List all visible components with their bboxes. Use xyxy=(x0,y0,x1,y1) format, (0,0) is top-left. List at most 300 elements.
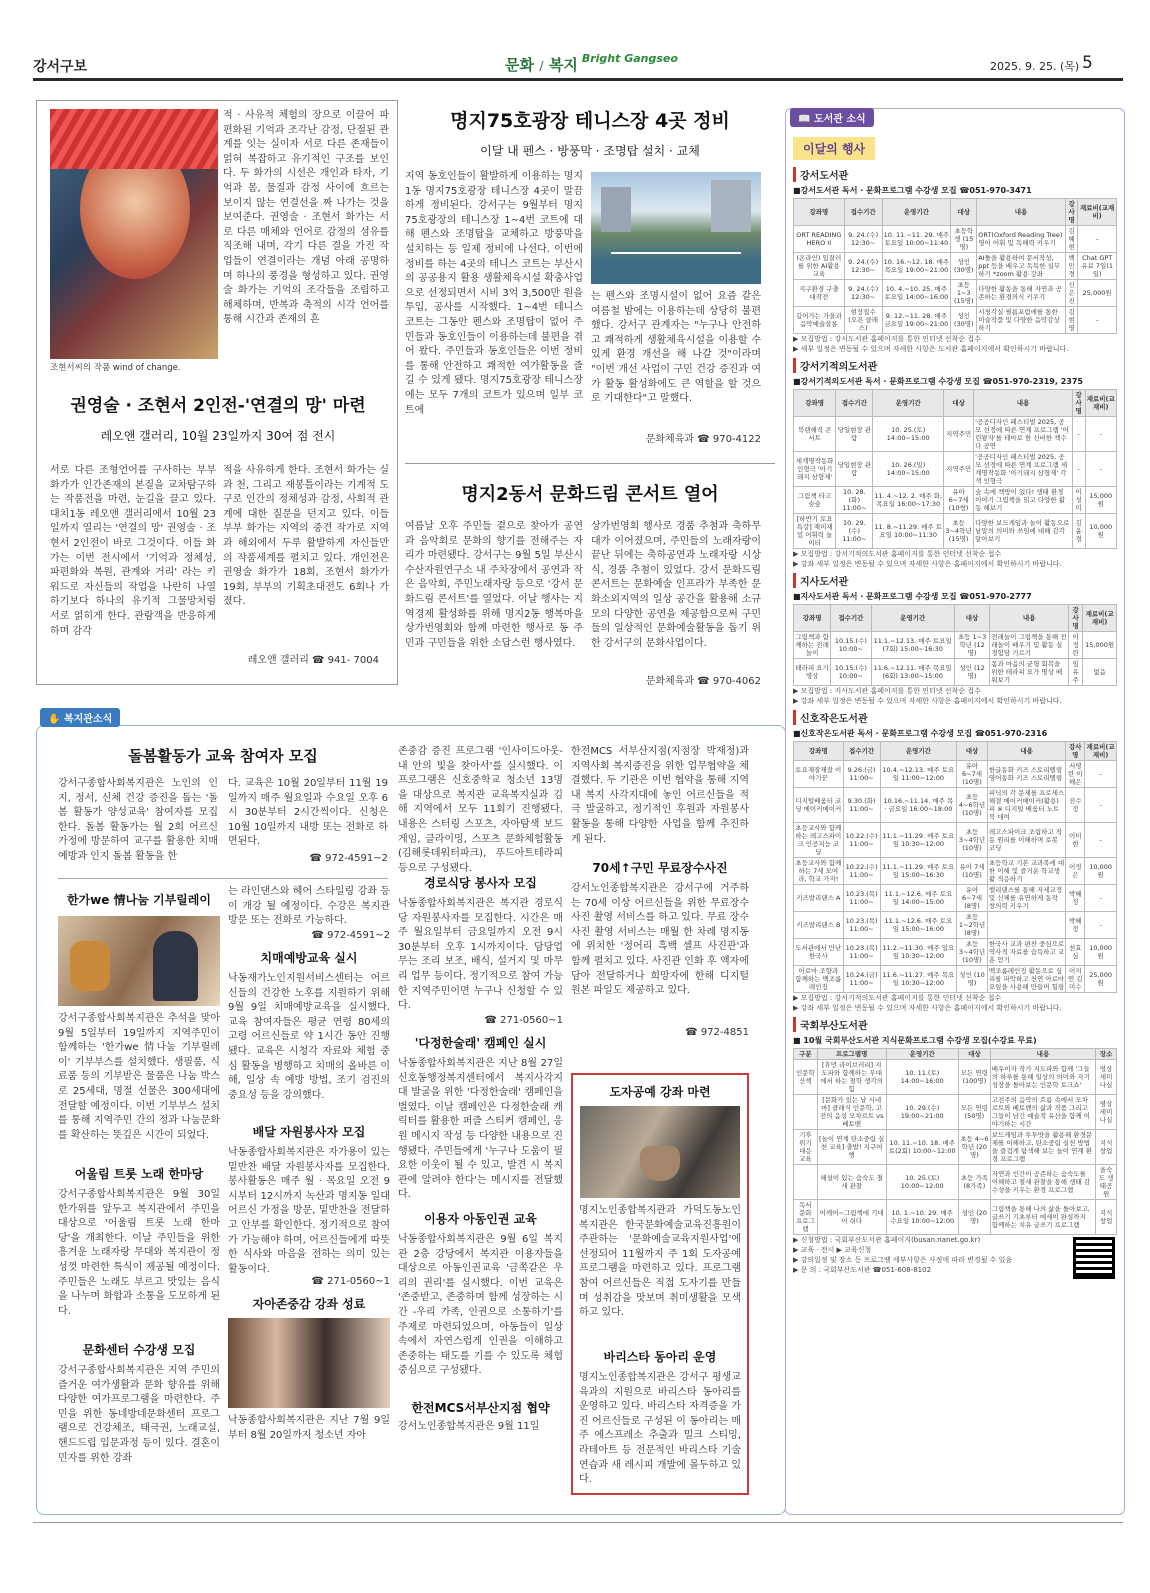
table-cell: 초등 1~2학년 (8명) xyxy=(957,912,988,939)
table-cell: 임유주 xyxy=(1069,659,1083,686)
table-cell: 10. 4.~10. 25. 매주 토요일 14:00~16:00 xyxy=(882,280,951,307)
table-cell: 레고스파이크 조립하고 작동 원리를 이해하며 로봇 코딩 xyxy=(987,823,1065,858)
rights-text: 낙동종합사회복지관은 9월 6일 복지관 2층 강당에서 복지관 이용자들을 대상으로 아동인권교육 '금쪽같은 우리의 권리'를 실시했다. 이번 교육은 '존중받고, 존중하며 함께 성장하는 시간 -우리 가족, 인권으로 소통하기'를 주제로 마련되었으며, 아동들이 일상 속에서 자연스럽게 인권을 이해하고 존중하는 태도를 기를 수 있도록 체험 중심으로 구성됐다. xyxy=(398,1234,563,1377)
table-row xyxy=(794,823,1117,858)
tennis-article xyxy=(405,100,775,460)
art-headline: 권영술 · 조현서 2인전-'연결의 망' 마련 xyxy=(70,396,366,416)
table-header-cell: 강사명 xyxy=(1072,390,1085,417)
table-cell: 11.2.~11.30. 매주 일요일 10:30~12:00 xyxy=(880,939,957,966)
culture-text: 강서구종합사회복지관은 지역 주민의 즐거운 여가생활과 문화 향유를 위해 다양한 여가프로그램을 마련한다. 주민을 위한 동네방네문화센터 프로그램으로 건강체조, 태극권, 노래교실, 핸드드립 입문과정 등이 있다. 결혼이민자를 위한 강좌 xyxy=(58,1365,220,1464)
table-row xyxy=(794,1060,1117,1095)
table-header-cell: 운영기간 xyxy=(886,1049,958,1060)
longevity-contact: ☎ 972-4851 xyxy=(685,1027,749,1038)
table-cell: 10.23.(목) 11:00~ xyxy=(843,885,880,912)
sinho-table xyxy=(793,741,1117,993)
table-cell: 지식창업 xyxy=(1096,1130,1117,1165)
table-header-cell: 접수기간 xyxy=(843,742,880,761)
note-line: ▶ 모집방법 : 강서기적의도서관 홈페이지를 통한 인터넷 선착순 접수 xyxy=(793,994,1002,1002)
donation-photo xyxy=(58,916,220,1006)
table-cell: 박혜정 xyxy=(1066,885,1085,912)
table-cell: [하반기 토요특강] 재미재밌 어휘력 놀이터 xyxy=(794,514,836,549)
table-cell: 도서관에서 만난 한국사 xyxy=(794,939,844,966)
table-header-cell: 재료비(교재비) xyxy=(1086,743,1115,759)
table-cell: 이정은 xyxy=(1066,858,1085,885)
table-header-cell: 강좌명 xyxy=(794,390,836,417)
mcs-cont-text: 한전MCS 서부산지점(지점장 박재정)과 지역사회 복지증진을 위한 업무협약을 체결했다. 두 기관은 이번 협약을 통해 지역 내 복지 사각지대에 놓인 어르신들을 적극 발굴하고, 정기적인 후원과 자원봉사활동을 통해 다양한 사업을 함께 추진하게 된다. xyxy=(571,746,749,845)
pottery-text: 명지노인종합복지관과 가덕도동노인복지관은 한국문화예술교육진흥원이 주관하는 '문화예술교육지원사업'에 선정되어 11월까지 주 1회 도자공예 프로그램을 마련하고 있다. 프로그램 참여 어르신들은 직접 도자기를 만들며 성취감을 맛보며 취미생활을 모색하고 있다. xyxy=(579,1205,741,1319)
table-header-cell: 강좌명 xyxy=(794,742,844,761)
table-cell: 10. 28.(화) 11:00~ xyxy=(836,487,873,514)
table-cell: 자연과 인간이 공존하는 숨숙도를 이해하고 철새 관찰을 통해 생태 감수성을 키우는 환경 프로그램 xyxy=(990,1165,1095,1200)
gijeok-notes xyxy=(793,549,1117,569)
table-cell: 10. 1.~10. 29. 매주 수요일 10:00~12:00 xyxy=(886,1200,958,1235)
table-header-cell: 강사명 xyxy=(1069,605,1083,632)
table-cell: 당일현장 관람 xyxy=(836,452,873,487)
table-cell: 다양한 활동을 통해 자연과 공존하는 환경의식 키우기 xyxy=(977,280,1066,307)
table-cell: 보드게임과 투투밧을 활용해 환경문제를 이해하고, 탄소중립 실천 방법을 즐겁게 탐색해 보는 놀이 연계 환경 프로그램 xyxy=(990,1130,1095,1165)
table-cell: 10. 25.(토) 10:00~12:00 xyxy=(886,1165,958,1200)
table-header-cell: 대상 xyxy=(954,605,989,632)
hands-icon: ✋ xyxy=(48,714,64,725)
table-row xyxy=(794,1130,1117,1165)
table-cell: 11. 8.~11.29. 매주 토요일 10:00~11:30 xyxy=(873,514,944,549)
gijeok-library-title: 강서기적의도서관 xyxy=(793,358,1117,373)
barista-text: 명지노인종합복지관은 강서구 평생교육과의 지원으로 바리스타 동아리를 운영하고 있다. 바리스타 자격증을 가진 어르신들로 구성된 이 동아리는 매주 에스프레소 추출과 밀크 스티밍, 라테아트 등 전문적인 바리스타 기술 연습과 새 레시피 개발에 몰두하고 있다. xyxy=(579,1372,741,1486)
table-header-cell: 구분 xyxy=(794,1049,818,1060)
jisa-table xyxy=(793,604,1117,686)
table-cell: 10,000원 xyxy=(1085,858,1117,885)
table-cell: 천효심 xyxy=(1066,939,1085,966)
bright-gangseo-logo: Bright Gangseo xyxy=(581,52,678,65)
table-cell: 지식창업 xyxy=(1096,1200,1117,1235)
table-cell: 10. 29.(수) 19:00~21:00 xyxy=(886,1095,958,1130)
table-cell: 테라피 요가명상 xyxy=(794,659,831,686)
gangseo-notes xyxy=(793,334,1117,354)
table-row xyxy=(794,514,1117,549)
table-row xyxy=(794,1200,1117,1235)
table-cell: 지구환경 구출 대작전 xyxy=(794,280,845,307)
table-cell: 을숙도 생태공원 xyxy=(1096,1165,1117,1200)
table-cell: 한글동화 키즈 스토리텔링 영어동화 키즈 스토리텔링 xyxy=(987,761,1065,788)
table-cell: [휴먼 라이브러리] 지도파와 함께하는 무대에서 하는 철학 생각의 힘 xyxy=(817,1060,886,1095)
hangawe-text: 강서구종합사회복지관은 추석을 맞아 9월 5일부터 19일까지 지역주민이 함께하는 '한가we 情나눔 기부릴레이' 기부부스를 설치했다. 생필품, 식료품 등의 기부받은 물품은 나눔 박스로 25세대, 명절 선물은 300세대에 전달할 예정이다. 이번 기부부스 설치를 통해 지역주민 간의 정과 나눔문화를 확산하는 뜻깊은 시간이 되었다. xyxy=(58,1013,220,1141)
table-cell: 몸과 마음의 균형 회복을 위한 테라피 요가 명상 배워보기 xyxy=(990,659,1069,686)
table-header-cell: 접수기간 xyxy=(844,199,882,226)
art-col2: 적을 사유하게 한다. 조현서 화가는 실과 천, 그리고 재봉틀이라는 기계적 도구로 인간의 정체성과 감정, 사회적 관계에 대한 질문을 던지고 있다. 이들 부부 화가는 지역의 중견 작가로 지역과 해외에서 두루 활발하게 자신들만의 작품세계를 펼치고 있다. 개인전은 권영술 화가가 18회, 조현서 화가가 19회, 부부의 기획초대전도 6회나 가졌다. xyxy=(223,465,389,608)
table-cell: 지역주민 xyxy=(944,417,974,452)
table-cell: 10. 26.(일) 14:00~15:00 xyxy=(873,452,944,487)
table-cell: 10.4.~12.13. 매주 토요일 11:00~12:00 xyxy=(880,761,957,788)
table-cell: 성인 (30명) xyxy=(951,253,977,280)
table-cell: 키즈발리댄스 B xyxy=(794,912,844,939)
table-cell: 초등 1~3학년 (12명) xyxy=(954,632,989,659)
table-cell xyxy=(987,912,1065,939)
note-line: ▶ 문 의 : 국회부산도서관 ☎051-608-8102 xyxy=(793,1266,932,1274)
artwork-caption: 조현서씨의 작품 wind of change. xyxy=(50,363,181,373)
art-article xyxy=(36,100,398,685)
table-header-cell: 운영기간 xyxy=(871,605,954,632)
table-cell: 김현영 xyxy=(1065,307,1078,334)
dolbom-col1: 강서구종합사회복지관은 노인의 인지, 정서, 신체 건강 증진을 돕는 '돌봄 활동가 양성교육' 참여자를 모집한다. 돌봄 활동가는 월 2회 어르신 가정에 방문하여 교구를 활용한 치매 예방과 인지 돌봄 활동을 한 xyxy=(58,778,218,862)
table-row xyxy=(794,966,1117,993)
tennis-col1: 지역 동호인들이 활발하게 이용하는 명지1동 명지75호광장 테니스장 4곳이 말끔하게 정비된다. 강서구는 9월부터 명지75호광장의 테니스장 1~4번 코트에 대해 펜스와 조명탑을 교체하고 방풍막을 설치하는 등 일제 정비에 나선다. 이번에 정비를 하는 4곳의 테니스 코트는 부산시의 공공용지 활용 생활체육시설 확충사업으로 선정되면서 시비 3억 3,500만 원을 투입, 공사를 시작했다. 1~4번 테니스 코트는 그동안 펜스와 조명탑이 없어 주민들과 동호인들이 이용하는데 불편을 겪어 왔다. 주민들과 동호인들은 이번 정비를 통해 안전하고 쾌적한 여가활동을 즐길 수 있게 됐다. 명지75호광장 테니스장에는 모두 7개의 코트가 있으며 일부 코트에 xyxy=(405,171,583,416)
sinho-library-title: 신호작은도서관 xyxy=(793,710,1117,725)
table-cell: - xyxy=(1085,823,1117,858)
barista-headline: 바리스타 동아리 운영 xyxy=(603,1350,717,1364)
table-header-cell: 운영기간 xyxy=(873,390,944,417)
table-cell: 배우이자 작가 지도파와 함께 '그들의 하루를 통해 일상의 의미와 자기 성장을 돌아보는 인문학 토크쇼' xyxy=(990,1060,1095,1095)
table-cell: 성인 (20명) xyxy=(958,1200,990,1235)
trot-text: 강서구종합사회복지관은 9월 30일 한가위를 앞두고 복지관에서 주민을 대상으로 '어울림 트롯 노래 한마당'을 개최한다. 이날 주민들을 위한 흥겨운 노래자랑 무대와 복지관이 정성껏 마련한 특식이 제공될 예정이다. 주민들은 노래도 부르고 맛있는 음식을 나누며 화합과 소통을 도모하게 된다. xyxy=(58,1189,220,1317)
table-cell: - xyxy=(1072,452,1085,487)
table-cell: 9. 24.(수) 12:30~ xyxy=(844,253,882,280)
delivery-contact: ☎ 271-0560~1 xyxy=(311,1276,390,1287)
table-cell: 그림책과 함께하는 전래놀이 xyxy=(795,633,829,657)
mcs-text: 강서노인종합복지관은 9월 11일 xyxy=(398,1421,540,1432)
table-cell: ORT READING HERO II xyxy=(794,226,845,253)
table-cell: 11.1.~12.6. 매주 토요일 14:00~15:00 xyxy=(880,885,957,912)
table-cell: 세계명작동화 인형극 '아기돼지 삼형제' xyxy=(794,452,836,487)
table-cell: 10. 25.(토) 14:00~15:00 xyxy=(873,417,944,452)
section-divider: / xyxy=(539,59,544,73)
kitchen-text: 낙동종합사회복지관은 복지관 경로식당 자원봉사자를 모집한다. 시간은 매주 월요일부터 금요일까지 오전 9시 30분부터 오후 1시까지이다. 담당업무는 조리 보조, 배식, 설거지 및 마무리 업무 등이다. 정기적으로 참여 가능한 지역주민이면 누구나 신청할 수 있다. xyxy=(398,898,563,1012)
culture-headline: 문화센터 수강생 모집 xyxy=(82,1343,196,1357)
table-header-cell: 내용 xyxy=(974,390,1073,417)
table-cell: 그림책을 통해 나의 삶을 돌아보고, 글쓰기 기초부터 에세이 완성까지 함께하는 치유 글쓰기 프로그램 xyxy=(990,1200,1095,1235)
table-cell: 9.26.(금) 11:00~ xyxy=(843,761,880,788)
sinho-notes xyxy=(793,993,1117,1013)
table-header-cell: 대상 xyxy=(957,742,988,761)
trot-headline: 어울림 트롯 노래 한마당 xyxy=(74,1167,204,1181)
table-cell: 다양한 보드게임과 놀이 활동으로 낱말의 의미와 쓰임에 대해 감각 알아보기 xyxy=(974,514,1073,549)
table-cell: 11.1.~12.13. 매주 토요일 (7회) 15:00~16:30 xyxy=(871,632,954,659)
section-culture: 문화 xyxy=(505,56,534,74)
table-cell: 9.30.(화) 11:00~ xyxy=(843,788,880,823)
table-header-cell: 재료비(교재비) xyxy=(1078,199,1117,226)
header-rule xyxy=(33,78,1123,81)
national-library-title: 국회부산도서관 xyxy=(793,1017,1117,1032)
table-row xyxy=(794,885,1117,912)
selfesteem-text: 낙동종합사회복지관은 지난 7월 9일부터 8월 20일까지 청소년 자아 xyxy=(228,1415,390,1441)
table-cell: 밸리댄스를 통해 자세교정 및 신체를 유연하게 동작 창의력 키우기 xyxy=(987,885,1065,912)
table-cell: 토요재잘재잘 이야기꾼 xyxy=(794,761,844,788)
dolbom-article xyxy=(58,745,388,864)
table-cell: - xyxy=(1085,912,1117,939)
table-cell: 서영란 이해은 xyxy=(1066,761,1085,788)
pottery-headline: 도자공예 강좌 마련 xyxy=(609,1085,711,1099)
tennis-subheadline: 이달 내 펜스 · 방풍막 · 조명탑 설치 · 교체 xyxy=(480,144,700,158)
art-col1: 서로 다른 조형언어를 구사하는 부부 화가가 인간존재의 본질을 교차탐구하는 작품전을 마련, 눈길을 끌고 있다. 대치1동 레오앤 갤러리에서 10월 23일까지 열리는 '연결의 망' 권영술 · 조현서 2인전이 바로 그것이다. 이들 화가는 이번 전시에서 '기억과 정체성, 파편화와 복원, 관계와 거리' 라는 키워드로 자신들의 작업을 나란히 나열하기보다 하나의 유기적 그물망처럼 서로 얽히게 한다. 관람객을 반응하게 하며 감각 xyxy=(50,465,216,637)
table-cell: 인문학 산책 xyxy=(794,1060,818,1095)
table-header-row xyxy=(794,390,1117,417)
table-cell: - xyxy=(1085,452,1117,487)
table-cell: 당일현장 관람 xyxy=(836,417,873,452)
gangseo-library-title: 강서도서관 xyxy=(793,167,1117,182)
table-cell: 10.23.(목) 11:00~ xyxy=(843,912,880,939)
table-cell: 11.1.~12.6. 매주 토요일 15:00~16:00 xyxy=(880,912,957,939)
dolbom-headline: 돌봄활동가 교육 참여자 모집 xyxy=(128,747,318,765)
table-cell: 성인 (12명) xyxy=(954,659,989,686)
welfare-col3 xyxy=(398,745,563,1505)
issue-date: 2025. 9. 25. (목) xyxy=(990,60,1080,73)
table-header-cell: 장소 xyxy=(1096,1049,1117,1060)
table-cell: 초등 1~3 (15명) xyxy=(951,280,977,307)
page-number: 5 xyxy=(1082,53,1093,73)
note-line: ▶ 강좌 세부 일정은 변동될 수 있으며 자세한 사항은 홈페이지에서 확인하시기 바랍니다. xyxy=(793,1004,1062,1012)
table-cell: 전래놀이 그림책을 통해 전래놀이 배우기 및 활동 실 경험담 기르기 xyxy=(990,632,1069,659)
table-cell: 독서 문화 프로그램 xyxy=(794,1200,818,1235)
painted-hair xyxy=(50,109,218,169)
section-welfare: 복지 xyxy=(548,56,578,74)
national-table xyxy=(793,1048,1117,1235)
pottery-photo xyxy=(580,1106,740,1198)
table-header-cell: 내용 xyxy=(990,605,1069,632)
table-row xyxy=(794,253,1117,280)
note-line: ▶ 세부 일정은 변동될 수 있으며 자세한 사항은 도서관 홈페이지에서 확인하시기 바랍니다. xyxy=(793,345,1069,353)
table-cell: 10.15.(수) 10:00~ xyxy=(831,632,871,659)
table-header-cell: 내용 xyxy=(977,199,1066,226)
table-cell: 10. 29.(수) 11:00~ xyxy=(836,514,873,549)
table-cell: - xyxy=(1078,307,1117,334)
table-header-cell: 대상 xyxy=(958,1049,990,1060)
table-cell: 10. 16.~12. 18. 매주 목요일 19:00~21:00 xyxy=(882,253,951,280)
table-cell: 10.23.(목) 11:00~ xyxy=(843,939,880,966)
table-cell: 키즈발리댄스 A xyxy=(794,885,844,912)
table-cell: 기후 위기 대응 교육 xyxy=(794,1130,818,1165)
table-cell: 15,000원 xyxy=(1085,487,1117,514)
table-cell: 유아 7세 (10명) xyxy=(957,858,988,885)
selfesteem-headline: 자아존중감 강좌 성료 xyxy=(252,1297,366,1311)
table-cell: - xyxy=(1078,226,1117,253)
table-header-row xyxy=(794,199,1117,226)
table-row xyxy=(794,280,1117,307)
table-cell: 신은진 xyxy=(1065,280,1078,307)
table-cell: 숲 속에 책방이 있다! 생태 환경 이야기 그림책을 읽고 다양한 활동 해보기 xyxy=(974,487,1073,514)
table-header-cell: 강사명 xyxy=(1066,742,1085,761)
table-row xyxy=(794,1095,1117,1130)
table-cell: - xyxy=(1085,761,1117,788)
table-cell: - xyxy=(1085,885,1117,912)
art-top-text: 적 · 사유적 체험의 장으로 이끌어 파편화된 기억과 조각난 감정, 단절된 관계를 잇는 실이자 서로 다른 존재들이 얽혀 복잡하고 유기적인 구조를 보인다. 두 화가의 시선은 개인과 타자, 기억과 몸, 물질과 감정 사이에 흐르는 보이지 않는 연결선을 짜 나가는 것을 보여준다. 권영술 · 조현서 화가는 서로 다른 매체와 언어로 감정의 섬유를 직조해 내며, 각기 다른 결을 가진 작업들이 연결이라는 개념 아래 공명하며 하나의 풍경을 형성하고 있다. 권영술 화가는 기억의 조각들을 조립하고 해체하며, 반복과 축적의 시각 언어를 통해 시간과 존재의 흔 xyxy=(223,110,389,326)
table-cell: 10.22.(수) 11:00~ xyxy=(843,858,880,885)
table-cell: 9. 24.(수) 12:30~ xyxy=(844,226,882,253)
table-cell: 어깨어~그림책에 기대어 쉬다 xyxy=(817,1200,886,1235)
table-cell: 김윤경 xyxy=(1072,514,1085,549)
table-cell: 유아 6~7세 (8명) xyxy=(957,885,988,912)
table-cell: 지역주민 xyxy=(944,452,974,487)
table-cell: 25,000원 xyxy=(1085,966,1117,993)
table-header-cell: 운영기간 xyxy=(882,199,951,226)
table-cell: 초등 가족 (8가족) xyxy=(958,1165,990,1200)
table-cell: 9. 12.~11. 28. 매주 금요일 19:00~21:00 xyxy=(882,307,951,334)
table-cell: 해설이 있는 숨숙도 철새 관찰 xyxy=(817,1165,886,1200)
table-cell: 모든 연령 (50명) xyxy=(958,1095,990,1130)
qr-code[interactable] xyxy=(1073,1237,1115,1279)
concert-col1: 여름날 오후 주민들 곁으로 찾아가 공연과 음악회로 문화의 향기를 전해주는 자리가 마련됐다. 강서구는 9월 5일 부산시 수산자원연구소 내 주차장에서 공연과 작은 음악회, 주민노래자랑 등으로 '강서 문화드림 콘서트'를 열었다. 이날 행사는 지역경제 활성화를 위해 명지2동 행복마을 상가번영회와 함께 마련한 행사로 동 주민과 구민들을 위한 소답스런 행사였다. xyxy=(405,521,583,649)
table-cell: 10. 11.~10. 18. 매주 토(2회) 10:00~12:00 xyxy=(886,1130,958,1165)
longevity-text: 강서노인종합복지관은 강서구에 거주하는 70세 이상 어르신들을 위한 무료장수사진 촬영 서비스를 하고 있다. 무료 장수사진 촬영 서비스는 매월 한 차례 명지동에 위치한 '정어리 흑백 셀프 사진관'과 함께 펼치고 있다. 사진관 인화 후 액자에 담아 전달하거나 희망자에 한해 디지털 원본 파일도 제공하고 있다. xyxy=(571,883,749,997)
table-header-row xyxy=(794,605,1117,632)
art-contact: 레오앤 갤러리 ☎ 941- 7004 xyxy=(247,655,379,666)
note-line: ▶ 신청방법 : 국회부산도서관 홈페이지(busan.nanet.go.kr) xyxy=(793,1236,981,1244)
jar-shape xyxy=(70,941,110,991)
table-cell: 10,000원 xyxy=(1085,939,1117,966)
table-cell: 이정란 xyxy=(1069,632,1083,659)
national-notes xyxy=(793,1235,1043,1275)
apartment-building xyxy=(601,187,631,232)
table-cell: - xyxy=(1072,417,1085,452)
table-cell: 이지연 김미수 xyxy=(1066,966,1085,993)
note-line: ▶ 강좌 세부 일정은 변동될 수 있으며 자세한 사항은 홈페이지에서 확인하시기 바랍니다. xyxy=(793,560,1062,568)
table-cell: - xyxy=(1085,417,1117,452)
book-icon: 📖 xyxy=(798,114,814,125)
table-header-cell: 재료비(교재비) xyxy=(1085,390,1117,417)
apartment-building xyxy=(711,180,751,232)
table-header-cell: 접수기간 xyxy=(836,390,873,417)
dementia-headline: 치매예방교육 실시 xyxy=(260,951,358,965)
table-row xyxy=(794,858,1117,885)
table-cell: 11.6.~11.27. 매주 목요일 10:30~12:00 xyxy=(880,966,957,993)
table-cell: 초등 3~4학년 (10명) xyxy=(957,823,988,858)
court-line xyxy=(611,252,741,254)
library-badge-label: 도서관 소식 xyxy=(813,114,866,125)
national-library-sub: ■ 10월 국회부산도서관 지식문화프로그램 수강생 모집(수강료 무료) xyxy=(793,1036,1037,1045)
event-of-month: 이달의 행사 xyxy=(793,137,875,160)
table-cell: (온라인) 일잘러를 위한 AI활용교육 xyxy=(794,253,845,280)
campaign-headline: '다정한술래' 캠페인 실시 xyxy=(414,1036,547,1050)
tennis-headline: 명지75호광장 테니스장 4곳 정비 xyxy=(450,110,730,132)
welfare-badge xyxy=(40,708,120,727)
table-row xyxy=(794,788,1117,823)
table-cell: 김혜현 xyxy=(1065,226,1078,253)
table-header-cell: 대상 xyxy=(951,199,977,226)
table-cell: - xyxy=(1085,788,1117,823)
newspaper-name: 강서구보 xyxy=(33,59,88,75)
table-cell: 길어가는 가을과 음악예술살롱 xyxy=(794,307,845,334)
table-header-row xyxy=(794,1049,1117,1060)
concert-col2: 상가번영회 행사로 경품 추첨과 축하무대가 이어졌으며, 주민들의 노래자랑이 끝난 뒤에는 축하공연과 노래자랑 시상식, 경품 추첨이 있었다. 강서 문화드림 콘서트는 문화예술 인프라가 부족한 문화소외지역의 일상 공간을 활용해 소규모의 다양한 공연을 제공함으로써 구민들의 일상적인 문화예술활동을 돕기 위한 강서구의 문화사업이다. xyxy=(591,521,761,649)
gangseo-library-sub: ■강서도서관 독서 · 문화프로그램 수강생 모집 ☎051-970-3471 xyxy=(793,186,1032,195)
table-row xyxy=(794,417,1117,452)
table-cell: 없음 xyxy=(1083,659,1117,686)
table-cell: 11.1.~11.29. 매주 토요일 10:30~12:00 xyxy=(880,823,957,858)
jisa-notes xyxy=(793,686,1117,706)
table-cell: 박혜정 xyxy=(1066,912,1085,939)
table-cell: 10.22.(수) 11:00~ xyxy=(843,823,880,858)
sinho-library-sub: ■신호작은도서관 독서 · 문화프로그램 수강생 모집 ☎051-970-2316 xyxy=(793,729,1048,738)
table-cell: 초등교사와 함께하는 레고스파이크 인공지능 코딩 xyxy=(795,824,842,856)
table-cell xyxy=(794,1095,818,1130)
table-cell: 영상 세미나실 xyxy=(1096,1095,1117,1130)
table-header-cell: 강사명 xyxy=(1065,199,1078,226)
table-cell: 아로마 조향과 함께하는 백조롬레인징 xyxy=(795,967,842,991)
table-cell: 10.16.~11.14. 매주 목 · 금요일 16:00~18:00 xyxy=(880,788,957,823)
table-cell: 진수정 xyxy=(1066,788,1085,823)
kitchen-contact: ☎ 271-0560~1 xyxy=(484,1015,563,1026)
table-row xyxy=(794,939,1117,966)
table-cell: 백조롬레인징 활동으로 심리를 파악하고 천연 아로마오일을 사용해 만들며 힐링 xyxy=(988,967,1065,991)
table-cell: 9. 24.(수) 12:30~ xyxy=(844,280,882,307)
table-header-cell: 강좌명 xyxy=(794,199,845,226)
culture-cont-text: 는 라인댄스와 헤어 스타일링 강좌 등이 개강 될 예정이다. 수강은 복지관 방문 또는 전화로 가능하다. xyxy=(228,886,390,927)
table-cell: 10. 11.~11. 29. 매주 토요일 10:00~11:40 xyxy=(882,226,951,253)
table-row xyxy=(794,452,1117,487)
divider xyxy=(405,463,775,464)
welfare-badge-label: 복지관소식 xyxy=(63,714,113,725)
table-header-cell: 프로그램명 xyxy=(817,1049,886,1060)
welfare-col1 xyxy=(58,885,220,1505)
table-cell: [문화가 있는 날 시네마] 클래식 인문학, 고전의 음성 모차르트 vs 베토벤 xyxy=(817,1095,886,1130)
gangseo-table xyxy=(793,198,1117,334)
table-row xyxy=(794,307,1117,334)
table-header-cell: 내용 xyxy=(987,742,1065,761)
gijeok-library-sub: ■강서기적의도서관 독서 · 문화프로그램 수강생 모집 ☎051-970-2319, 2375 xyxy=(793,377,1083,386)
table-cell: 피닉의 각 문제를 프로세스 해결 메이커메이커(활용) 피 ※ 디지털 배움터 노트북 대여 xyxy=(988,789,1065,821)
table-cell: 초등교사와 함께하는 7세 모여라, 학교 가자! xyxy=(795,859,842,883)
art-subheadline: 레오앤 갤러리, 10월 23일까지 30여 점 전시 xyxy=(100,429,336,443)
note-line: ▶ 모집방법 : 강서기적의도서관 홈페이지를 통한 인터넷 선착순 접수 xyxy=(793,550,1002,558)
table-cell: 현장접수 (오픈 클래스) xyxy=(844,307,882,334)
table-cell: 11. 4.~12. 2. 매주 화, 목요일 16:00~17:30 xyxy=(873,487,944,514)
gijeok-table xyxy=(793,389,1117,549)
person-shape xyxy=(153,931,198,1001)
note-line: ▶ 강좌 세부 일정은 변동될 수 있으며 자세한 사항은 홈페이지에서 확인하시기 바랍니다. xyxy=(793,697,1062,705)
table-cell: 15,000원 xyxy=(1083,632,1117,659)
table-header-cell: 내용 xyxy=(990,1049,1095,1060)
pottery-bowl xyxy=(640,1146,680,1181)
youth-class-photo xyxy=(228,1318,390,1408)
tennis-contact: 문화체육과 ☎ 970-4122 xyxy=(645,434,761,445)
table-cell: 25,000원 xyxy=(1078,280,1117,307)
table-cell: '공공디자인 페스티벌 2025, 공모 선정에 따른 연계 프로그램 세계명작동화 '아기돼지 삼형제' 각색 인형극 xyxy=(974,452,1073,487)
table-cell: 이성미 xyxy=(1072,487,1085,514)
table-cell: AI툴을 활용하여 문서작성, ppt 등을 배우고 독특한 실무하기 *zoom 활용 강좌 xyxy=(977,253,1066,280)
table-cell: 초등학생 (15명) xyxy=(951,226,977,253)
artwork-photo xyxy=(50,109,218,359)
table-cell: 초등 4~6학년 (10명) xyxy=(957,788,988,823)
table-cell: 10,000원 xyxy=(1085,514,1117,549)
table-cell: 10.15.(수) 10:00~ xyxy=(831,659,871,686)
table-header-row xyxy=(794,742,1117,761)
table-cell: 초등 3~4학년 (15명) xyxy=(944,514,974,549)
delivery-text: 낙동종합사회복지관은 자가용이 있는 밑반찬 배달 자원봉사자를 모집한다. 봉사활동은 매주 월 · 목요일 오전 9시부터 12시까지 녹산과 명지동 일대 어르신 가정을 방문, 밑반찬을 전달하고 안부를 확인한다. 정기적으로 참여가 가능해야 하며, 어르신들에게 따뜻한 식사와 마음을 전하는 의미 있는 활동이다. xyxy=(228,1147,390,1275)
note-line: ▶ 모집방법 : 강서도서관 홈페이지를 통한 인터넷 선착순 접수 xyxy=(793,335,981,343)
table-cell: 10. 11.(토) 14:00~16:00 xyxy=(886,1060,958,1095)
jisa-library-title: 지사도서관 xyxy=(793,573,1117,588)
concert-contact: 문화체육과 ☎ 970-4062 xyxy=(645,676,761,687)
table-row xyxy=(794,1165,1117,1200)
note-line: ▶ 모집방법 : 지사도서관 홈페이지를 통한 인터넷 선착순 접수 xyxy=(793,687,981,695)
table-cell: Chat GPT 유료 7일(1일) xyxy=(1078,253,1117,280)
table-header-cell: 재료비(교재비) xyxy=(1083,605,1117,632)
table-cell: 유아 6~7세 (10명) xyxy=(957,761,988,788)
table-header-cell: 운영기간 xyxy=(880,742,957,761)
table-cell: [놀이 연계 탄소중립 실천 교육] 출발! 지구여행 xyxy=(817,1130,886,1165)
table-cell xyxy=(794,1165,818,1200)
table-cell: 디지털배움터 코딩 메이커메이커 xyxy=(794,788,844,823)
jisa-library-sub: ■지사도서관 독서 · 문화프로그램 수강생 모집 ☎051-970-2777 xyxy=(793,592,1032,601)
hangawe-headline: 한가we 情나눔 기부릴레이 xyxy=(67,893,211,907)
note-line: ▶ 교육 · 전시 ▶ 교육신청 xyxy=(793,1246,872,1254)
table-cell: 고전주의 음악의 흐름 속에서 모차르트와 베토벤의 삶과 작품 그리고 그들이 남긴 예술적 유산을 함께 이야기하는 시간 xyxy=(990,1095,1095,1130)
dementia-text: 낙동재가노인지원서비스센터는 어르신들의 건강한 노후를 지원하기 위해 9월 9일 치매예방교육을 실시했다. 교육 참여자들은 평균 연령 80세의 고령 어르신들로 약 1시간 동안 진행됐다. 교육은 시청각 자료와 체험 중심 활동을 병행하고 치매의 올바른 이해, 일상 속 예방 방법, 조기 검진의 중요성 등을 강의했다. xyxy=(228,973,390,1101)
table-cell: 이미현 xyxy=(1066,823,1085,858)
table-header-cell: 대상 xyxy=(944,390,974,417)
table-cell: 북랜해직 콘서트 xyxy=(794,417,836,452)
tennis-court-photo xyxy=(591,172,761,284)
table-row xyxy=(794,487,1117,514)
note-line: ▶ 강의일정 및 장소 등 프로그램 세부사항은 사정에 따라 변경될 수 있음 xyxy=(793,1256,1013,1264)
